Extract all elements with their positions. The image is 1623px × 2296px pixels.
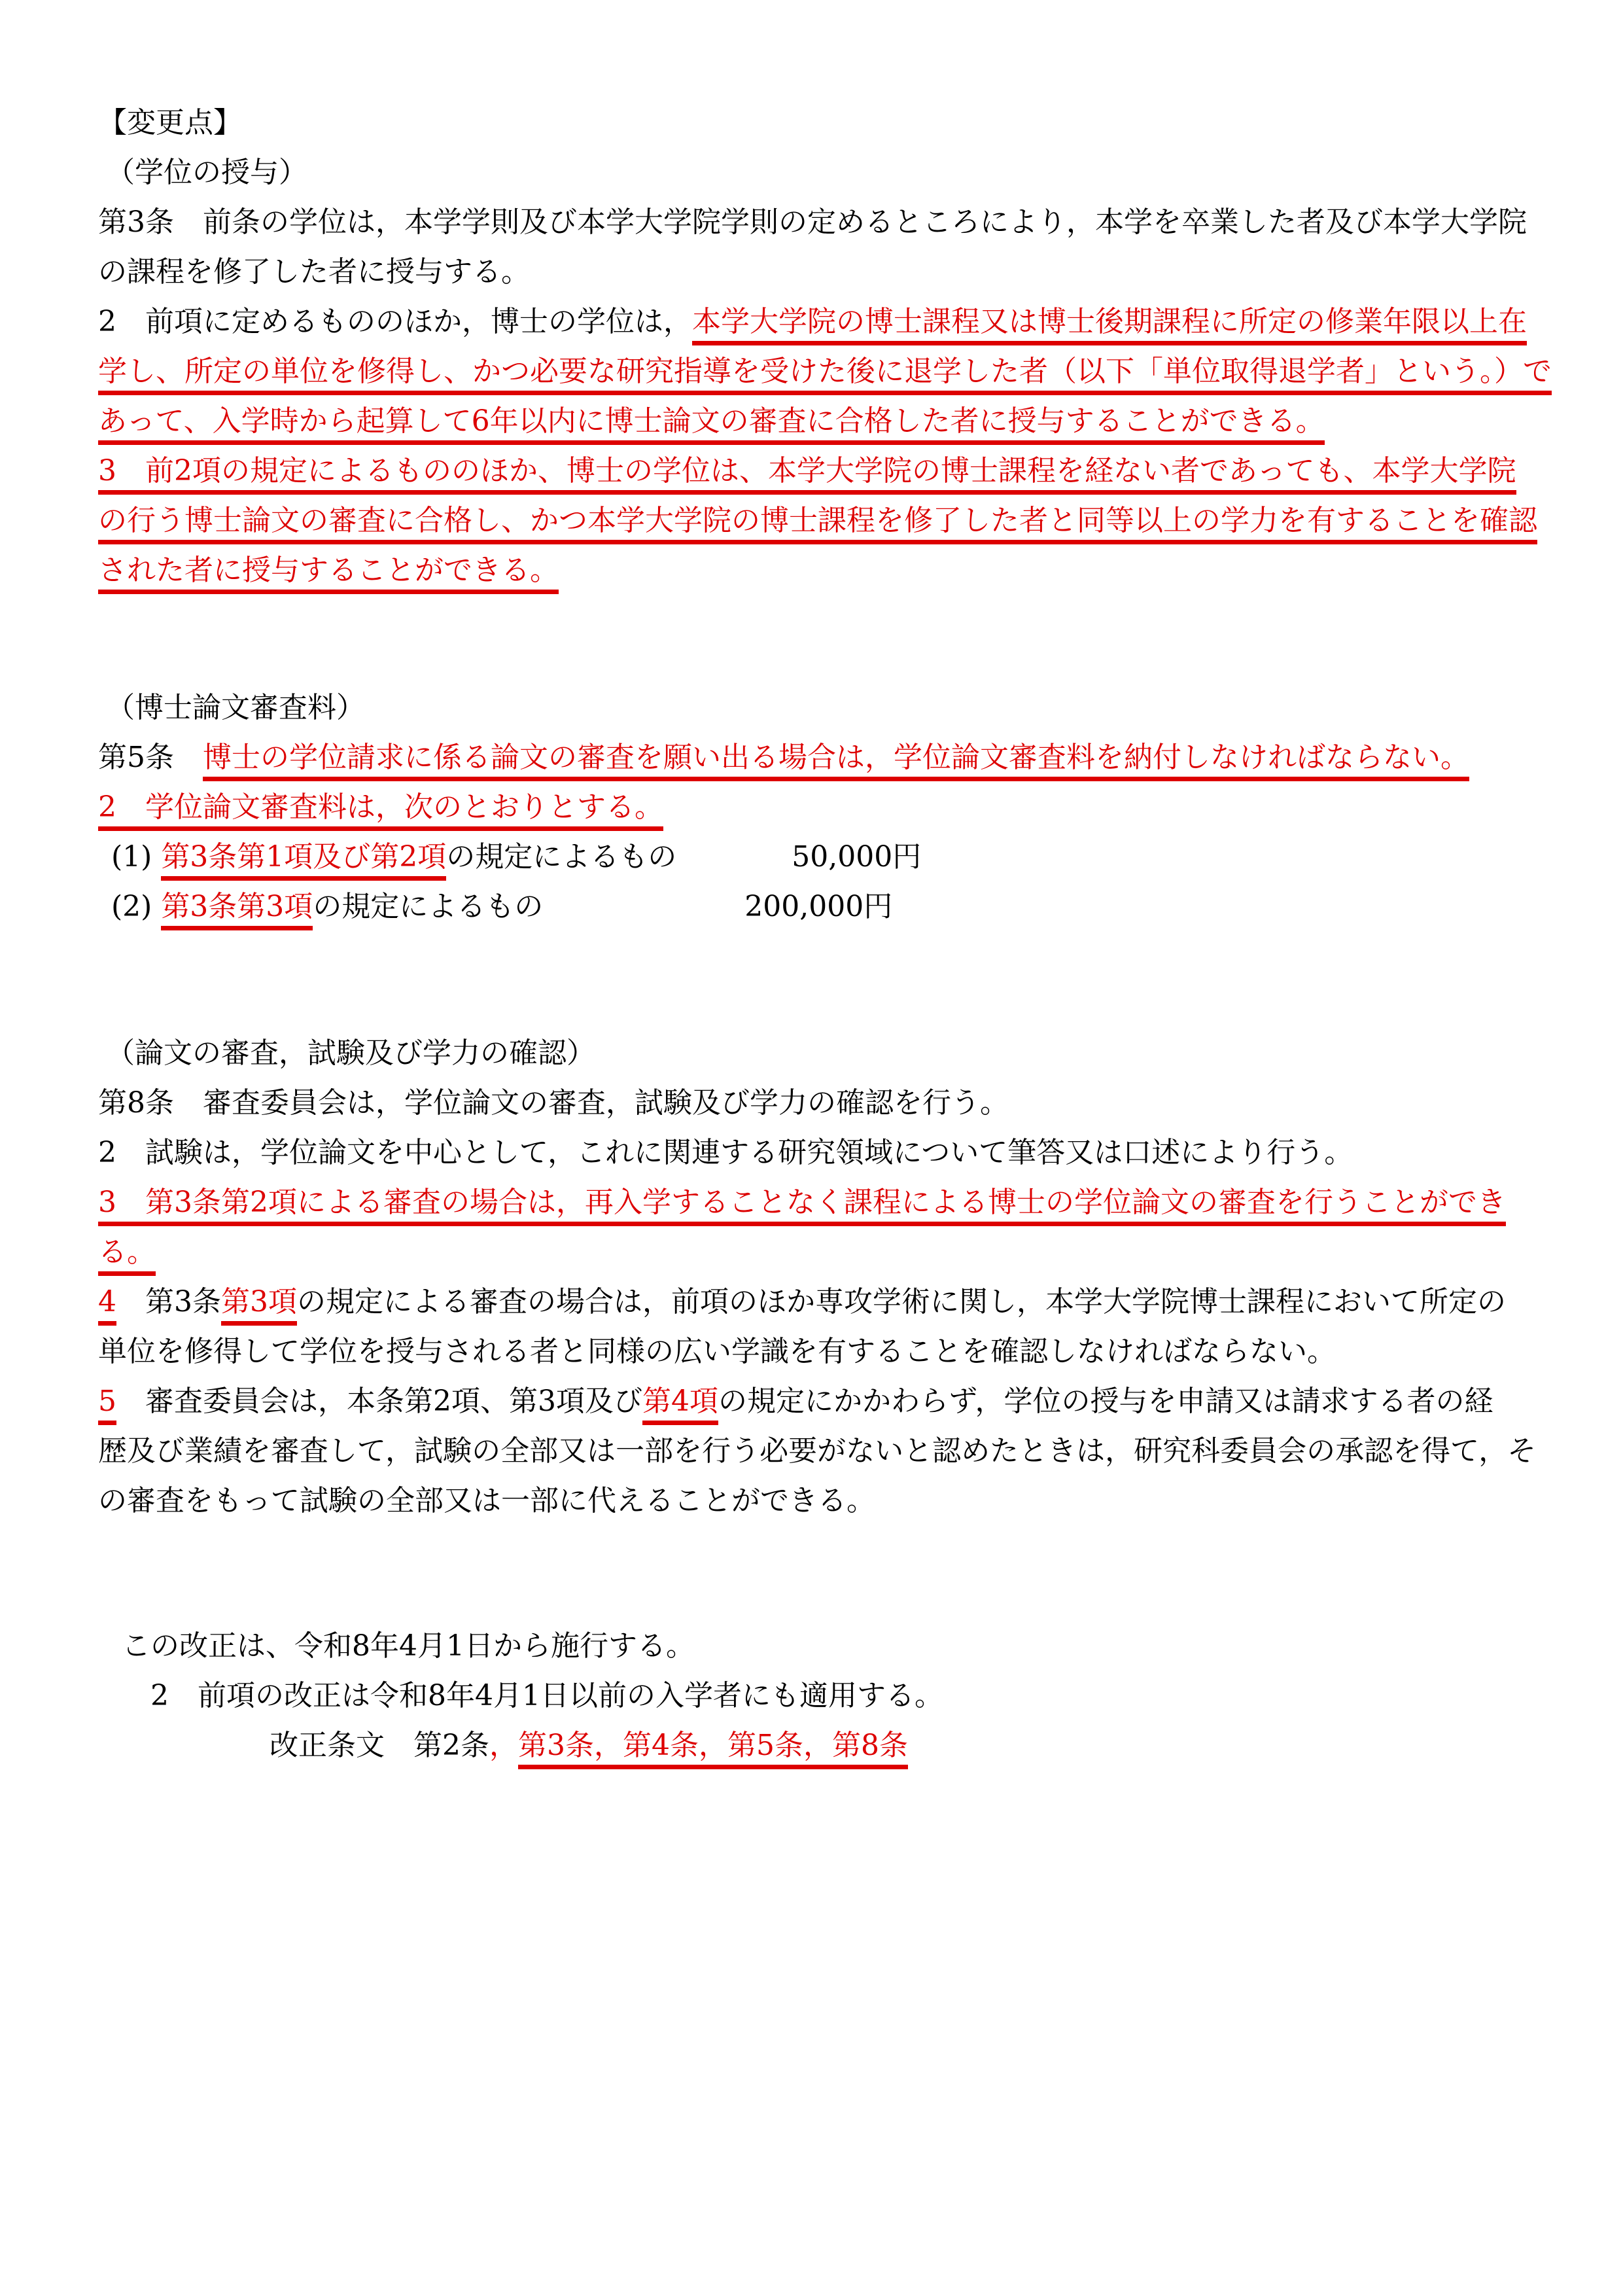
text-line <box>98 347 1552 397</box>
text-line <box>98 1426 1544 1476</box>
text-line <box>98 1178 1544 1227</box>
text-line <box>98 1671 1544 1721</box>
revision-underlined-text: された者に授与することができる。 <box>98 554 559 594</box>
revision-underlined-text: の行う博士論文の審査に合格し、かつ本学大学院の博士課程を修了した者と同等以上の学力を有することを確認 <box>98 504 1537 544</box>
text-line <box>98 1476 1544 1526</box>
text-line <box>98 1327 1544 1377</box>
text-run: の規定による審査の場合は，前項のほか専攻学術に関し，本学大学院博士課程において所定の <box>297 1285 1506 1318</box>
text-run: 第5条 <box>98 741 203 774</box>
text-line <box>98 1227 1544 1277</box>
text-line <box>98 198 1544 247</box>
text-line <box>98 1128 1544 1178</box>
changes-and-degree-award-section <box>98 98 1552 595</box>
text-run: （学位の授与） <box>106 156 307 189</box>
text-line <box>98 783 1544 832</box>
text-line <box>98 832 1544 882</box>
text-line <box>98 247 1544 297</box>
revision-underlined-text: 博士の学位請求に係る論文の審査を願い出る場合は，学位論文審査料を納付しなければならない。 <box>203 741 1469 781</box>
revision-underlined-text: 第4項 <box>642 1385 718 1425</box>
text-line <box>98 882 1544 932</box>
revision-underlined-text: 5 <box>98 1385 116 1425</box>
text-line <box>98 148 1544 198</box>
text-run: この改正は、令和8年4月1日から施行する。 <box>122 1629 695 1663</box>
text-run: (1) <box>111 840 162 874</box>
text-run: 第3条 <box>116 1285 221 1318</box>
revision-underlined-text: 3 前2項の規定によるもののほか、博士の学位は、本学大学院の博士課程を経ない者であっても、本学大学院 <box>98 454 1516 495</box>
text-run: 単位を修得して学位を授与される者と同様の広い学識を有することを確認しなければならない。 <box>98 1335 1336 1368</box>
revision-underlined-text: 3 第3条第2項による審査の場合は，再入学することなく課程による博士の学位論文の審査を行うことができ <box>98 1186 1506 1226</box>
text-line <box>98 683 1544 733</box>
text-run: の審査をもって試験の全部又は一部に代えることができる。 <box>98 1484 875 1517</box>
text-run: 【変更点】 <box>98 106 242 139</box>
text-run: 第8条 審査委員会は，学位論文の審査，試験及び学力の確認を行う。 <box>98 1086 1009 1120</box>
text-run: 審査委員会は，本条第2項、第3項及び <box>116 1385 642 1418</box>
text-line <box>98 733 1544 783</box>
text-run: 2 前項の改正は令和8年4月1日以前の入学者にも適用する。 <box>150 1679 943 1712</box>
revision-underlined-text: 学し、所定の単位を修得し、かつ必要な研究指導を受けた後に退学した者（以下「単位取得退学者」という。）で <box>98 355 1552 395</box>
revision-underlined-text: 第3条第3項 <box>161 890 313 930</box>
text-run: の規定によるもの 200,000円 <box>313 890 893 923</box>
text-run: 2 試験は，学位論文を中心として，これに関連する研究領域について筆答又は口述により行う。 <box>98 1136 1353 1169</box>
text-line <box>98 1621 1544 1671</box>
text-line <box>98 297 1544 347</box>
text-line <box>98 1277 1544 1327</box>
revision-underlined-text: 本学大学院の博士課程又は博士後期課程に所定の修業年限以上在 <box>692 305 1527 345</box>
revision-text: ， <box>489 1729 518 1762</box>
text-run: の規定にかかわらず，学位の授与を申請又は請求する者の経 <box>718 1385 1493 1418</box>
revision-underlined-text: 第3項 <box>221 1285 297 1326</box>
text-line <box>98 546 1544 595</box>
text-run: （博士論文審査料） <box>106 691 365 724</box>
revision-underlined-text: 第3条，第4条，第5条，第8条 <box>518 1729 908 1769</box>
revision-underlined-text: 4 <box>98 1285 116 1326</box>
text-line <box>98 1377 1544 1426</box>
text-run: の規定によるもの 50,000円 <box>446 840 922 874</box>
text-line <box>98 1078 1544 1128</box>
revision-underlined-text: あって、入学時から起算して6年以内に博士論文の審査に合格した者に授与することができる。 <box>98 404 1325 445</box>
text-line <box>98 496 1544 546</box>
text-run: 歴及び業績を審査して，試験の全部又は一部を行う必要がないと認めたときは，研究科委員会の承認を得て，そ <box>98 1434 1537 1468</box>
text-line <box>98 446 1544 496</box>
doctoral-thesis-review-fee-section <box>98 683 1544 932</box>
text-run: 第3条 前条の学位は，本学学則及び本学大学院学則の定めるところにより，本学を卒業した者及び本学大学院 <box>98 205 1527 239</box>
text-run: （論文の審査，試験及び学力の確認） <box>106 1036 595 1070</box>
text-line <box>98 1029 1544 1078</box>
revision-underlined-text: る。 <box>98 1235 156 1276</box>
revision-underlined-text: 2 学位論文審査料は，次のとおりとする。 <box>98 790 663 831</box>
text-line <box>98 98 1544 148</box>
supplementary-provisions-section <box>98 1621 1544 1771</box>
text-run: 2 前項に定めるもののほか，博士の学位は， <box>98 305 692 338</box>
thesis-review-exam-confirmation-section <box>98 1029 1544 1526</box>
text-line <box>98 397 1544 446</box>
text-line <box>98 1721 1544 1771</box>
text-run: 改正条文 第2条 <box>270 1729 489 1762</box>
revision-underlined-text: 第3条第1項及び第2項 <box>161 840 446 881</box>
text-run: (2) <box>111 890 162 923</box>
text-run: の課程を修了した者に授与する。 <box>98 255 530 289</box>
